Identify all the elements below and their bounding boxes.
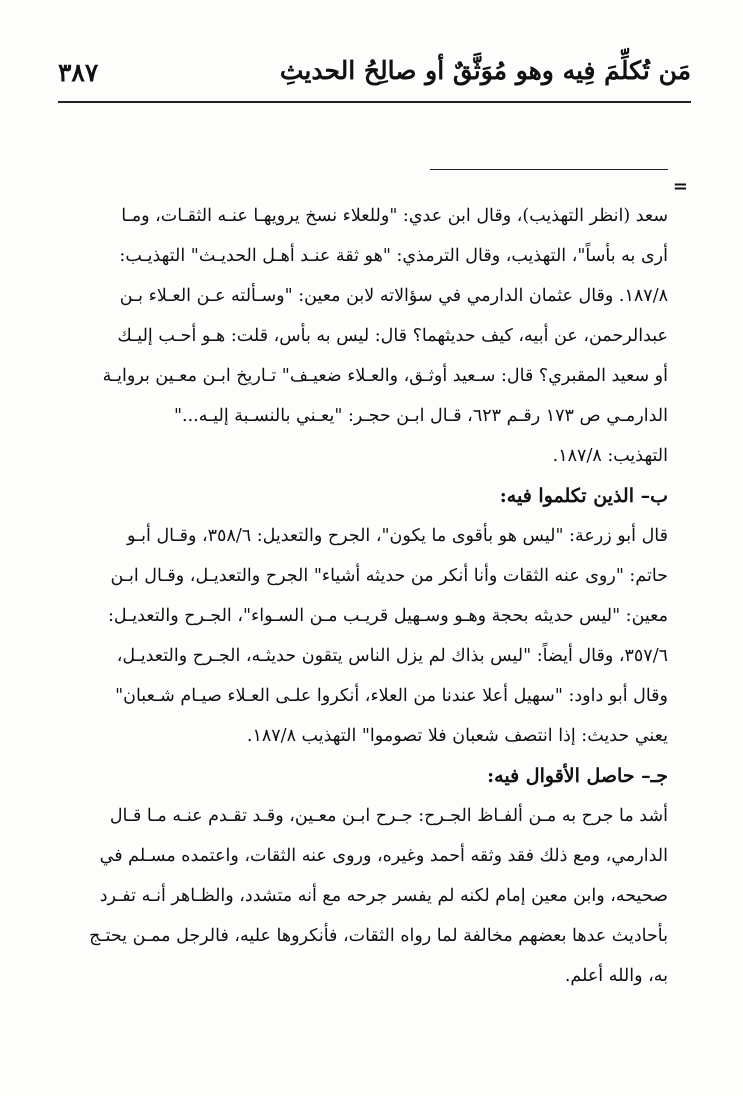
text-line: ١٨٧/٨. وقال عثمان الدارمي في سؤالاته لابن معين: "وسـألته عـن العـلاء بـن [119, 286, 668, 306]
page-header [58, 50, 691, 100]
text-line: به، والله أعلم. [564, 966, 668, 986]
text-line: سعد (انظر التهذيب)، وقال ابن عدي: "وللعلاء نسخ يرويهـا عنـه الثقـات، ومـا [121, 206, 668, 226]
text-line: أرى به بأساً"، التهذيب، وقال الترمذي: "هو ثقة عنـد أهـل الحديـث" التهذيـب: [119, 246, 668, 266]
text-line: أشد ما جرح به مـن ألفـاظ الجـرح: جـرح ابـن معـين، وقـد تقـدم عنـه مـا قـال [109, 806, 668, 826]
section-heading: ب– الذين تكلموا فيه: [499, 485, 668, 507]
section-heading: جـ– حاصل الأقوال فيه: [487, 765, 668, 787]
text-line: وقال أبو داود: "سهيل أعلا عندنا من العلاء، أنكروا علـى العـلاء صيـام شـعبان" [115, 686, 668, 706]
header-rule [58, 101, 691, 103]
running-title: مَن تُكلِّمَ فِيه وهو مُوَثَّقٌ أو صالِحُ الحديثِ [279, 56, 691, 85]
text-line: الدارمي، ومع ذلك فقد وثقه أحمد وغيره، وروى عنه الثقات، واعتمده مسـلم في [99, 846, 668, 866]
text-line: يعني حديث: إذا انتصف شعبان فلا تصوموا" التهذيب ١٨٧/٨. [246, 726, 668, 746]
text-line: حاتم: "روى عنه الثقات وأنا أنكر من حديثه أشياء" الجرح والتعديـل، وقـال ابـن [110, 566, 668, 586]
text-line: معين: "ليس حديثه بحجة وهـو وسـهيل قريـب مـن السـواء"، الجـرح والتعديـل: [107, 606, 668, 626]
text-line: قال أبو زرعة: "ليس هو بأقوى ما يكون"، الجرح والتعديل: ٣٥٨/٦، وقـال أبـو [126, 526, 668, 546]
text-line: عبدالرحمن، عن أبيه، كيف حديثهما؟ قال: ليس به بأس، قلت: هـو أحـب إليـك [117, 326, 668, 346]
text-line: بأحاديث عدها بعضهم مخالفة لما رواه الثقات، فأنكروها عليه، فالرجل ممـن يحتـج [89, 926, 668, 946]
text-line: التهذيب: ١٨٧/٨. [552, 446, 668, 466]
text-line: أو سعيد المقبري؟ قال: سـعيد أوثـق، والعـلاء ضعيـف" تـاريخ ابـن معـين بروايـة [102, 366, 668, 386]
footnote-body [62, 196, 668, 996]
footnote-continuation-mark: = [672, 176, 688, 197]
footnote-rule [430, 169, 668, 170]
page-number: ٣٨٧ [58, 58, 99, 87]
text-line: صحيحه، وابن معين إمام لكنه لم يفسر جرحه مع أنه متشدد، والظـاهر أنـه تفـرد [99, 886, 668, 906]
text-line: الدارمـي ص ١٧٣ رقـم ٦٢٣، قـال ابـن حجـر: "يعـني بالنسـبة إليـه..." [173, 406, 668, 426]
text-line: ٣٥٧/٦، وقال أيضاً: "ليس بذاك لم يزل الناس يتقون حديثـه، الجـرح والتعديـل، [116, 646, 668, 666]
